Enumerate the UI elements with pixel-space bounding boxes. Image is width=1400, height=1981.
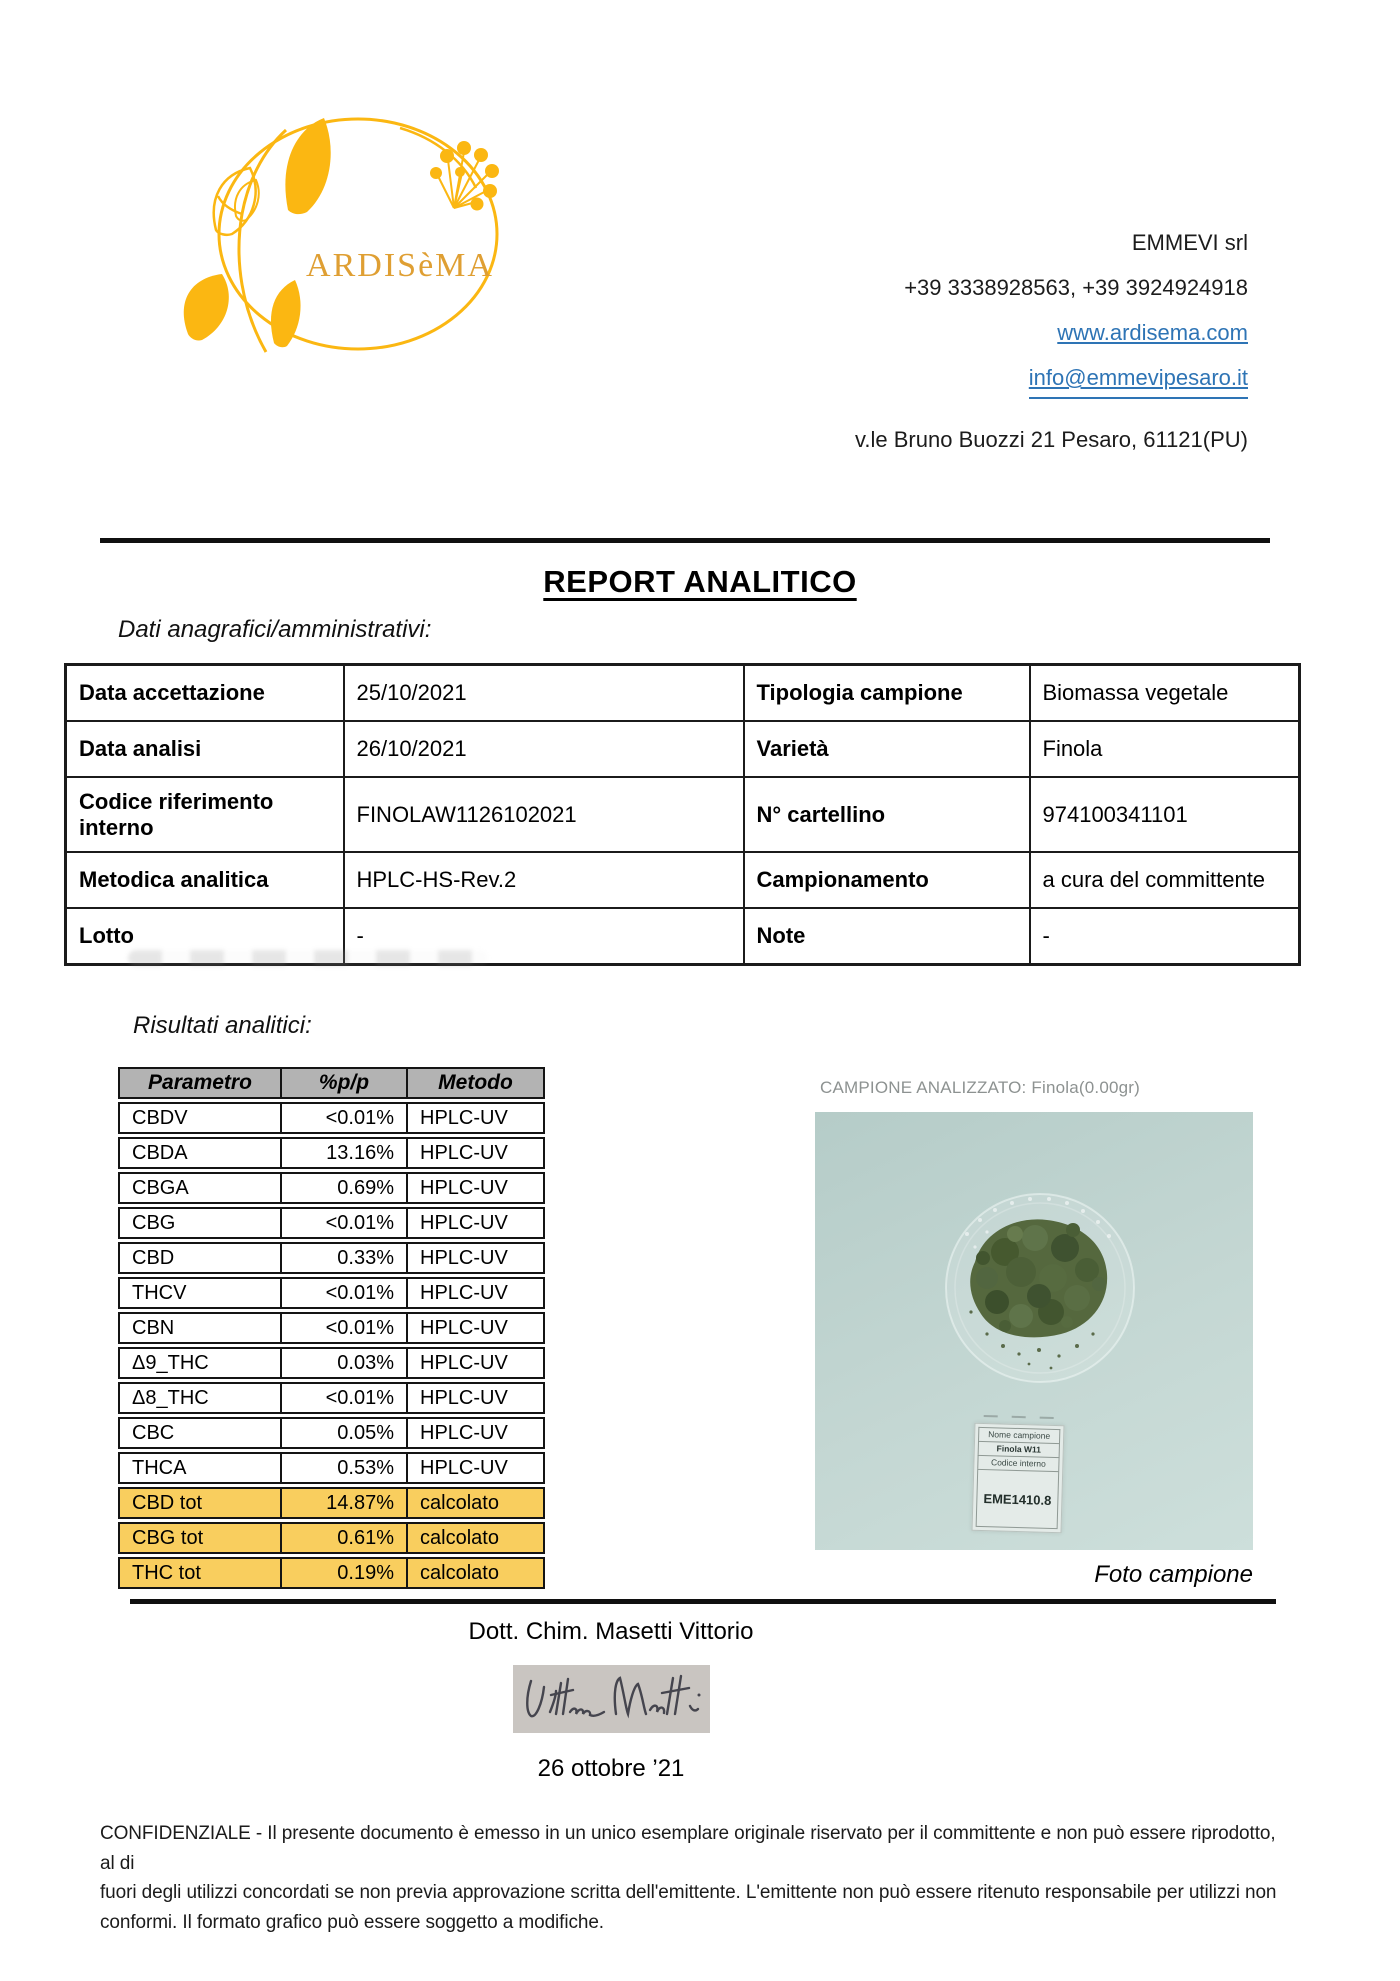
company-address: v.le Bruno Buozzi 21 Pesaro, 61121(PU)	[855, 427, 1248, 452]
confidential-footer	[100, 1819, 1295, 1937]
method-cell: HPLC-UV	[406, 1277, 545, 1309]
method-cell: HPLC-UV	[406, 1137, 545, 1169]
method-cell: HPLC-UV	[406, 1382, 545, 1414]
method-cell: calcolato	[406, 1557, 545, 1589]
value-cell: 14.87%	[280, 1487, 406, 1519]
value-cell: 0.61%	[280, 1522, 406, 1554]
email-link[interactable]: info@emmevipesaro.it	[1029, 363, 1248, 399]
admin-cell-value: HPLC-HS-Rev.2	[344, 852, 744, 908]
table-row	[118, 1347, 545, 1379]
param-cell: Δ8_THC	[118, 1382, 280, 1414]
admin-cell-value: 974100341101	[1030, 777, 1300, 852]
admin-cell-value: -	[1030, 908, 1300, 965]
admin-cell-label: Codice riferimento interno	[66, 777, 344, 852]
results-header-param: Parametro	[118, 1067, 280, 1099]
table-row	[118, 1137, 545, 1169]
value-cell: 0.69%	[280, 1172, 406, 1204]
signatory-name: Dott. Chim. Masetti Vittorio	[468, 1618, 754, 1645]
admin-cell-value: -	[344, 908, 744, 965]
method-cell: calcolato	[406, 1487, 545, 1519]
admin-cell-value: 25/10/2021	[344, 665, 744, 722]
card-internal-code: EME1410.8	[976, 1469, 1060, 1529]
method-cell: HPLC-UV	[406, 1242, 545, 1274]
method-cell: HPLC-UV	[406, 1452, 545, 1484]
param-cell: THCA	[118, 1452, 280, 1484]
flower-circle-logo-icon	[138, 88, 508, 360]
admin-cell-label: Varietà	[744, 721, 1030, 777]
admin-data-table	[64, 663, 1301, 966]
admin-cell-label: Metodica analitica	[66, 852, 344, 908]
method-cell: calcolato	[406, 1522, 545, 1554]
card-sample-name: Finola W11	[978, 1441, 1060, 1457]
ardisema-logo	[138, 88, 508, 360]
total-row	[118, 1522, 545, 1554]
admin-cell-label: Tipologia campione	[744, 665, 1030, 722]
admin-cell-value: Finola	[1030, 721, 1300, 777]
photo-footer-label: Foto campione	[1094, 1561, 1253, 1588]
value-cell: 0.53%	[280, 1452, 406, 1484]
admin-cell-value: 26/10/2021	[344, 721, 744, 777]
value-cell: 0.05%	[280, 1417, 406, 1449]
value-cell: <0.01%	[280, 1312, 406, 1344]
admin-cell-label: Data accettazione	[66, 665, 344, 722]
bottom-divider-rule	[130, 1599, 1276, 1604]
table-row	[118, 1172, 545, 1204]
footer-line: CONFIDENZIALE - Il presente documento è emesso in un unico esemplare originale riservato per il committente e non può essere riprodotto, al di	[100, 1823, 1276, 1874]
admin-cell-label: Campionamento	[744, 852, 1030, 908]
admin-cell-value: FINOLAW1126102021	[344, 777, 744, 852]
param-cell: CBDV	[118, 1102, 280, 1134]
value-cell: 0.19%	[280, 1557, 406, 1589]
table-row	[118, 1207, 545, 1239]
param-cell: CBD	[118, 1242, 280, 1274]
results-section-heading: Risultati analitici:	[133, 1012, 312, 1039]
value-cell: 0.33%	[280, 1242, 406, 1274]
method-cell: HPLC-UV	[406, 1207, 545, 1239]
param-cell: Δ9_THC	[118, 1347, 280, 1379]
top-divider-rule	[100, 538, 1270, 543]
admin-cell-label: Note	[744, 908, 1030, 965]
admin-section-heading: Dati anagrafici/amministrativi:	[118, 616, 432, 643]
handwritten-signature-icon	[513, 1665, 710, 1733]
value-cell: <0.01%	[280, 1277, 406, 1309]
param-cell: CBD tot	[118, 1487, 280, 1519]
admin-cell-label: N° cartellino	[744, 777, 1030, 852]
table-row	[66, 777, 1300, 852]
admin-cell-value: Biomassa vegetale	[1030, 665, 1300, 722]
sample-photo	[815, 1112, 1253, 1550]
table-row	[118, 1102, 545, 1134]
results-header-value: %p/p	[280, 1067, 406, 1099]
table-row	[118, 1277, 545, 1309]
results-table	[118, 1064, 545, 1592]
table-row	[118, 1312, 545, 1344]
photo-caption: CAMPIONE ANALIZZATO: Finola(0.00gr)	[820, 1078, 1141, 1097]
table-row	[66, 852, 1300, 908]
method-cell: HPLC-UV	[406, 1312, 545, 1344]
param-cell: CBGA	[118, 1172, 280, 1204]
table-row	[66, 665, 1300, 722]
table-row	[118, 1382, 545, 1414]
admin-cell-label: Lotto	[66, 908, 344, 965]
results-header-row	[118, 1067, 545, 1099]
total-row	[118, 1557, 545, 1589]
param-cell: CBG tot	[118, 1522, 280, 1554]
value-cell: <0.01%	[280, 1382, 406, 1414]
total-row	[118, 1487, 545, 1519]
param-cell: CBDA	[118, 1137, 280, 1169]
method-cell: HPLC-UV	[406, 1417, 545, 1449]
sample-label-card	[972, 1423, 1065, 1533]
berries	[430, 141, 499, 211]
table-row	[66, 721, 1300, 777]
method-cell: HPLC-UV	[406, 1172, 545, 1204]
admin-cell-label: Data analisi	[66, 721, 344, 777]
method-cell: HPLC-UV	[406, 1102, 545, 1134]
value-cell: <0.01%	[280, 1207, 406, 1239]
results-header-method: Metodo	[406, 1067, 545, 1099]
table-row	[118, 1417, 545, 1449]
value-cell: 13.16%	[280, 1137, 406, 1169]
footer-line: conformi. Il formato grafico può essere soggetto a modifiche.	[100, 1911, 604, 1933]
param-cell: CBN	[118, 1312, 280, 1344]
footer-line: fuori degli utilizzi concordati se non previa approvazione scritta dell'emittente. L'emittente non può essere ritenuto responsabile per utilizzi non	[100, 1882, 1277, 1903]
report-date: 26 ottobre ’21	[537, 1755, 685, 1782]
card-field-label: Nome campione	[978, 1427, 1060, 1443]
website-link[interactable]: www.ardisema.com	[1057, 320, 1248, 345]
admin-cell-value: a cura del committente	[1030, 852, 1300, 908]
param-cell: CBG	[118, 1207, 280, 1239]
company-name: EMMEVI srl	[1131, 230, 1248, 255]
signature-image	[513, 1665, 710, 1733]
table-row	[118, 1452, 545, 1484]
method-cell: HPLC-UV	[406, 1347, 545, 1379]
card-field-label: Codice interno	[977, 1455, 1059, 1471]
param-cell: THCV	[118, 1277, 280, 1309]
company-phones: +39 3338928563, +39 3924924918	[904, 275, 1248, 300]
param-cell: CBC	[118, 1417, 280, 1449]
logo-wordmark: ARDISèMA	[306, 247, 494, 284]
table-row	[118, 1242, 545, 1274]
value-cell: 0.03%	[280, 1347, 406, 1379]
param-cell: THC tot	[118, 1557, 280, 1589]
redacted-text-remnant	[128, 950, 488, 966]
value-cell: <0.01%	[280, 1102, 406, 1134]
report-title: REPORT ANALITICO	[543, 564, 857, 599]
company-contact-block	[855, 220, 1248, 462]
